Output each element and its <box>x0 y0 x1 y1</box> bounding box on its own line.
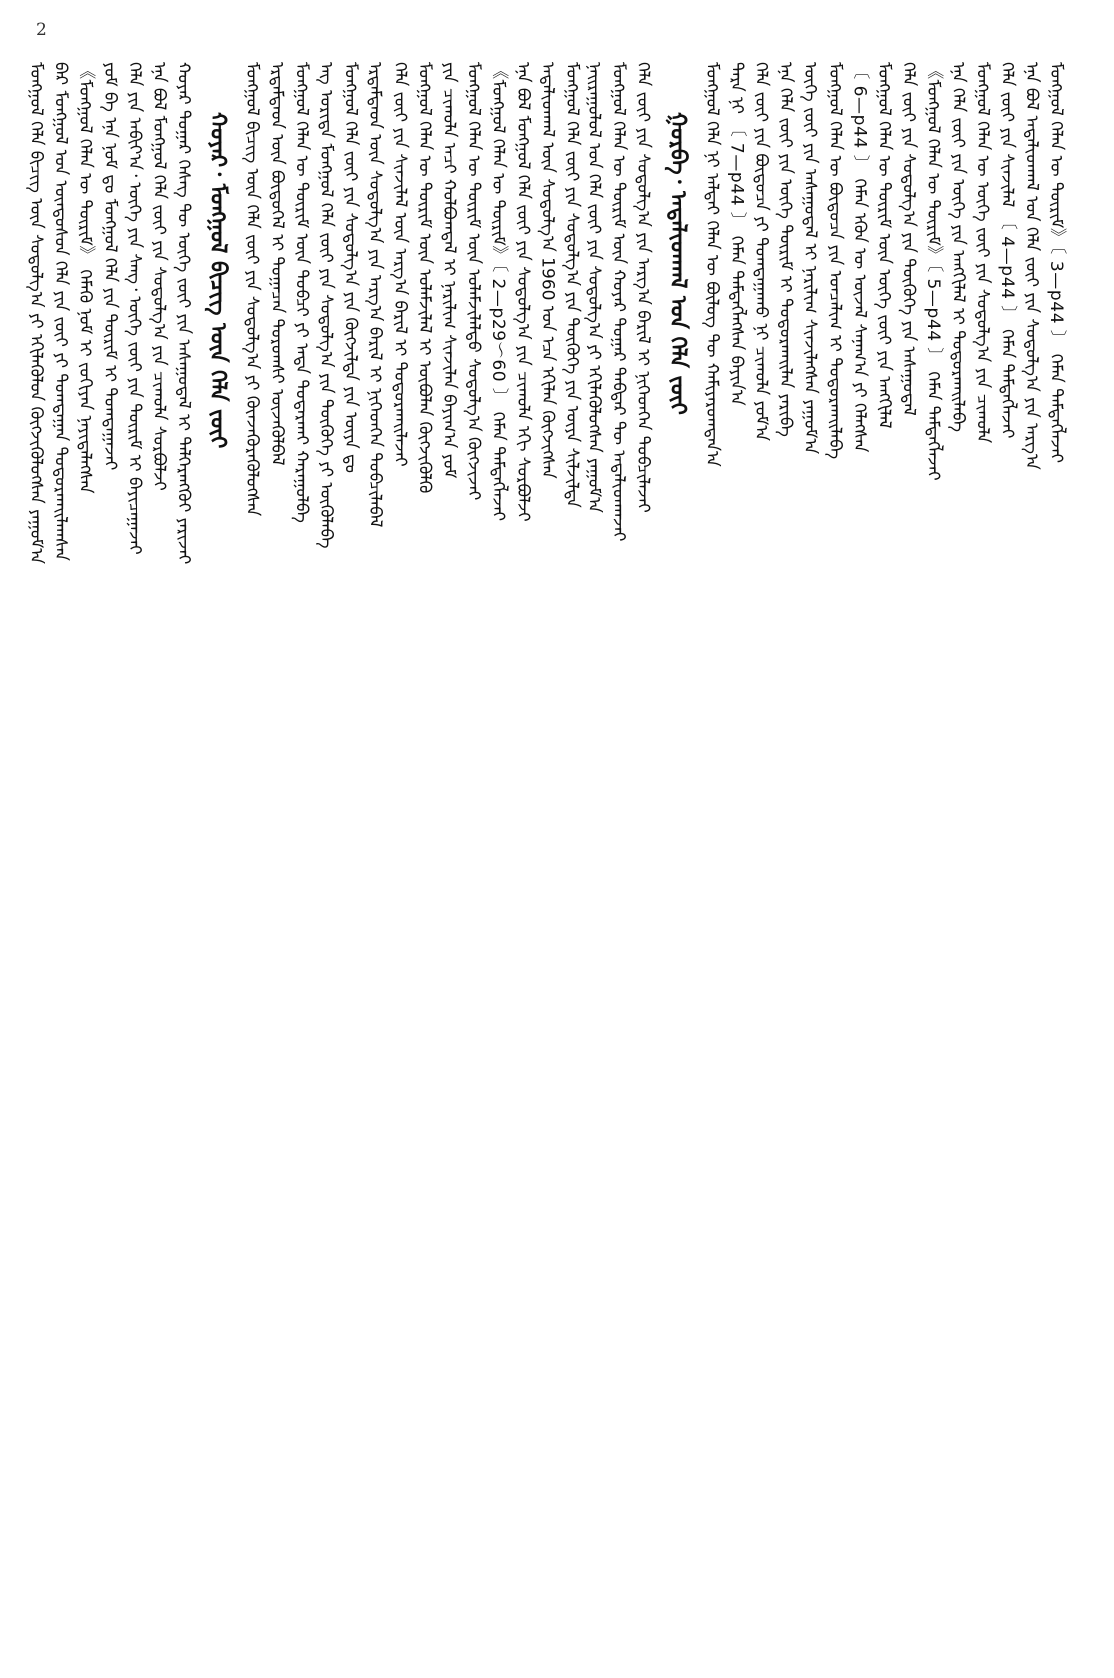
text-line: ᠡᠨᠡ ᠬᠡᠯᠡ ᠵᠦᠢ ᠶᠢᠨ ᠦᠭᠡ ᠶᠢᠨ ᠠᠩᠭᠢᠯᠠᠯ ᠢ ᠲᠣᠳᠣᠷᠬᠠᠢᠯᠠᠪᠠ <box>947 62 968 433</box>
text-line: ᠮᠣᠩᠭᠣᠯ ᠬᠡᠯᠡᠨ ᠦ ᠪᠦᠲᠦᠴᠡ ᠶᠢᠨ ᠣᠨᠴᠠᠯᠢᠭ ᠢ ᠲᠣᠳᠣᠷᠬᠠᠢᠯᠠᠪᠠ <box>824 62 845 460</box>
text-line: ᠮᠣᠩᠭᠣᠯ ᠬᠡᠯᠡᠨ ᠦ ᠳᠦᠷᠢᠮ ᠦᠨ ᠬᠣᠶᠠᠷ ᠳᠤᠭᠠᠷ ᠳᠡᠪᠲᠡᠷ ᠲᠦ ᠠᠳᠠᠯᠢᠳᠬᠠᠵᠠᠢ <box>608 62 629 542</box>
text-line: ᠡᠨᠡ ᠪᠣᠯ ᠮᠣᠩᠭᠣᠯ ᠬᠡᠯᠡ ᠵᠦᠢ ᠶᠢᠨ ᠰᠤᠳᠤᠯᠭ᠎ᠠ ᠶᠢᠨ ᠴᠢᠬᠤᠯᠠ ᠰᠤᠷᠪᠤᠯᠵᠢ <box>149 62 169 491</box>
text-line: ᠶᠤᠮ ᠪᠠ ᠡᠨᠡ ᠨᠣᠮ ᠳᠤ ᠮᠣᠩᠭᠣᠯ ᠬᠡᠯᠡ ᠶᠢᠨ ᠳᠦᠷᠢᠮ ᠢ ᠲᠣᠭᠲᠠᠭᠠᠵᠠᠢ <box>99 62 120 471</box>
text-line: ᠮᠣᠩᠭᠣᠯ ᠬᠡᠯᠡ ᠪᠢᠴᠢᠭ᠌ ᠦᠨ ᠰᠤᠳᠤᠯᠭ᠎ᠠ ᠶᠢ ᠡᠬᠢᠯᠡᠭᠦᠯᠦᠨ ᠬᠦᠭᠵᠢᠭᠦᠯᠦᠭᠰᠡᠨ ᠶᠠᠭᠤᠮ᠎ᠠ <box>26 62 46 564</box>
text-line: 〔 6—p44 〕 ᠬᠡᠮᠡᠨ ᠡᠭᠦᠨ ᠦ ᠦᠵᠡᠯ ᠰᠠᠨᠠᠭ᠎ᠠ ᠶᠢ ᠬᠡᠯᠡᠭᠰᠡᠨ <box>849 62 870 453</box>
text-line: ᠬᠡᠯᠡ ᠵᠦᠢ ᠶᠢᠨ ᠰᠢᠨᠵᠢᠯᠡᠯ ᠦᠨ ᠠᠷᠭ᠎ᠠ ᠪᠠᠷᠢᠯ ᠢ ᠲᠣᠳᠣᠷᠬᠠᠢᠯᠠᠵᠠᠢ <box>389 62 410 467</box>
text-line: ᠮᠣᠩᠭᠣᠯ ᠬᠡᠯᠡᠨ ᠦ ᠳᠦᠷᠢᠮ ᠦᠨ ᠤᠯᠠᠮᠵᠢᠯᠠᠯ ᠢ ᠥᠪᠦᠯᠡᠨ ᠬᠥᠭᠵᠢᠭᠦᠯᠬᠦ <box>414 62 435 494</box>
text-line: ᠬᠣᠶᠠᠷ ᠳᠤᠭᠠᠷ ᠬᠡᠰᠡᠭ ᠲᠦ ᠦᠭᠡ ᠵᠦᠢ ᠶᠢᠨ ᠠᠰᠠᠭᠤᠳᠠᠯ ᠢ ᠳᠡᠯᠭᠡᠷᠡᠩᠭᠦᠢ ᠶᠠᠷᠢᠵᠠᠢ <box>173 62 194 565</box>
right-text-column <box>580 62 1097 1668</box>
text-line: ᠮᠣᠩᠭᠣᠯ ᠬᠡᠯᠡᠨ ᠦ ᠳᠦᠷᠢᠮ ᠦᠨ ᠲᠣᠪᠴᠢ ᠶᠢ ᠡᠨᠳᠡ ᠲᠣᠲᠠᠷᠬᠠᠢ ᠬᠠᠷᠠᠭᠤᠯᠪᠠ <box>291 62 312 523</box>
text-line: 《ᠮᠣᠩᠭᠣᠯ ᠬᠡᠯᠡᠨ ᠦ ᠳᠦᠷᠢᠮ》〔 2—p29～60 〕 ᠬᠡᠮᠡᠨ ᠲᠡᠮᠳᠡᠭᠯᠡᠵᠡᠢ <box>488 62 509 522</box>
text-line: ᠮᠣᠩᠭᠣᠯ ᠬᠡᠯᠡ ᠨᠢ ᠠᠯᠲᠠᠢ ᠬᠡᠯᠡᠨ ᠦ ᠪᠦᠯᠦᠭ ᠲᠦ ᠬᠠᠮᠢᠶᠠᠷᠤᠭᠳᠠᠨ᠎ᠠ <box>701 62 722 467</box>
text-line: ᠮᠣᠩᠭᠣᠯ ᠬᠡᠯᠡᠨ ᠦ ᠳᠦᠷᠢᠮ ᠦᠨ ᠦᠭᠡ ᠵᠦᠢ ᠶᠢᠨ ᠠᠩᠭᠢᠯᠠᠯ <box>874 62 894 429</box>
text-line: 《ᠮᠣᠩᠭᠣᠯ ᠬᠡᠯᠡᠨ ᠦ ᠳᠦᠷᠢᠮ》〔 5—p44 〕 ᠬᠡᠮᠡᠨ ᠲᠡᠮᠳᠡᠭᠯᠡᠵᠡᠢ <box>923 62 944 481</box>
text-line: ᠬᠡᠯᠡ ᠵᠦᠢ ᠶᠢᠨ ᠰᠤᠳᠤᠯᠭ᠎ᠠ ᠶᠢᠨ ᠲᠦᠭᠦᠬᠡ ᠶᠢᠨ ᠠᠰᠠᠭᠤᠳᠠᠯ <box>898 62 919 416</box>
text-line: ᠡᠨᠡ ᠬᠡᠯᠡ ᠵᠦᠢ ᠶᠢᠨ ᠦᠭᠡ ᠳᠦᠷᠢᠮ ᠢ ᠲᠣᠳᠣᠷᠬᠠᠢᠯᠠᠨ ᠶᠠᠷᠢᠪᠠ <box>775 62 796 437</box>
text-line: 《ᠮᠣᠩᠭᠣᠯ ᠬᠡᠯᠡᠨ ᠦ ᠳᠦᠷᠢᠮ》 ᠬᠡᠮᠡᠬᠦ ᠨᠣᠮ ᠢ ᠵᠣᠬᠢᠶᠠᠨ ᠨᠡᠶᠢᠲᠡᠯᠡᠭᠰᠡᠨ <box>75 62 96 494</box>
text-line: ᠮᠣᠩᠭᠣᠯ ᠬᠡᠯᠡ ᠵᠦᠢ ᠶᠢᠨ ᠰᠤᠳᠤᠯᠭ᠎ᠠ ᠶᠢᠨ ᠲᠦᠭᠦᠬᠡ ᠶᠢᠨ ᠦᠶᠡ ᠰᠢᠯᠵᠢᠯᠲᠡ <box>562 62 582 508</box>
section-heading: ᠭᠤᠷᠪᠠ᠂ ᠠᠳᠠᠯᠢᠳᠬᠠᠯ ᠤᠨ ᠬᠡᠯᠡ ᠵᠦᠢ <box>664 112 690 415</box>
text-line: ᠮᠣᠩᠭᠣᠯ ᠬᠡᠯᠡ ᠵᠦᠢ ᠶᠢᠨ ᠰᠤᠳᠤᠯᠭ᠎ᠠ ᠶᠢᠨ ᠬᠥᠭᠵᠢᠯᠲᠡ ᠶᠢᠨ ᠦᠶᠡ ᠳᠤ <box>340 62 361 473</box>
text-line: ᠬᠡᠯᠡ ᠵᠦᠢ ᠶᠢᠨ ᠰᠤᠳᠤᠯᠭ᠎ᠠ ᠶᠢᠨ ᠠᠷᠭ᠎ᠠ ᠪᠠᠷᠢᠯ ᠢ ᠨᠢᠭᠡᠳᠭᠡᠨ ᠲᠣᠪᠴᠢᠯᠠᠵᠠᠢ <box>633 62 654 513</box>
text-line: ᠬᠡᠯᠡ ᠵᠦᠢ ᠶᠢᠨ ᠪᠦᠲᠦᠴᠡ ᠶᠢ ᠲᠣᠭᠲᠠᠭᠠᠬᠤ ᠨᠢ ᠴᠢᠬᠤᠯᠠ ᠶᠤᠮ᠎ᠠ <box>751 62 771 441</box>
text-line: ᠡᠨᠡ ᠪᠣᠯ ᠮᠣᠩᠭᠣᠯ ᠬᠡᠯᠡ ᠵᠦᠢ ᠶᠢᠨ ᠰᠤᠳᠤᠯᠭ᠎ᠠ ᠶᠢᠨ ᠴᠢᠬᠤᠯᠠ ᠡᠬᠢ ᠰᠤᠷᠪᠤᠯᠵᠢ <box>512 62 533 522</box>
text-line: ᠡᠷᠳᠡᠮᠲᠡᠳ ᠦᠨ ᠰᠤᠳᠤᠯᠭ᠎ᠠ ᠶᠢᠨ ᠠᠷᠭ᠎ᠠ ᠪᠠᠷᠢᠯ ᠢ ᠨᠢᠭᠡᠳᠭᠡᠨ ᠲᠣᠪᠴᠢᠯᠠᠪᠠᠯ <box>365 62 386 528</box>
section-heading: ᠬᠣᠶᠠᠷ᠂ ᠮᠣᠩᠭᠣᠯ ᠪᠢᠴᠢᠭ᠌ ᠦᠨ ᠬᠡᠯᠡ ᠵᠦᠢ <box>205 112 231 449</box>
text-line: ᠮᠣᠩᠭᠣᠯ ᠪᠢᠴᠢᠭ᠌ ᠦᠨ ᠬᠡᠯᠡ ᠵᠦᠢ ᠶᠢᠨ ᠰᠤᠳᠤᠯᠭ᠎ᠠ ᠶᠢ ᠭᠦᠨᠵᠡᠭᠦᠷᠡᠭᠦᠯᠦᠭᠰᠡᠨ <box>242 62 263 517</box>
text-line: ᠮᠣᠩᠭᠣᠯ ᠬᠡᠯᠡᠨ ᠦ ᠳᠦᠷᠢᠮ ᠦᠨ ᠤᠯᠠᠮᠵᠢᠯᠠᠯᠲᠤ ᠰᠤᠳᠤᠯᠭ᠎ᠠ ᠬᠦᠭᠵᠢᠵᠡᠢ <box>463 62 484 501</box>
text-line: ᠲᠡᠷᠡ ᠨᠢ 〔 7—p44 〕 ᠬᠡᠮᠡᠨ ᠲᠡᠮᠳᠡᠭᠯᠡᠭᠰᠡᠨ ᠪᠠᠶᠢᠨ᠎ᠠ <box>726 62 747 406</box>
text-line: ᠦᠭᠡ ᠵᠦᠢ ᠶᠢᠨ ᠠᠰᠠᠭᠤᠳᠠᠯ ᠢ ᠨᠠᠷᠢᠯᠢᠭ ᠰᠢᠨᠵᠢᠯᠡᠭᠰᠡᠨ ᠶᠠᠭᠤᠮ᠎ᠠ <box>800 62 821 455</box>
text-line: ᠬᠡᠯᠡ ᠶᠢᠨ ᠠᠪᠢᠶ᠎ᠠ᠂ ᠦᠭᠡ ᠶᠢᠨ ᠰᠠᠩ᠂ ᠦᠭᠡ ᠵᠦᠢ ᠶᠢᠨ ᠳᠦᠷᠢᠮ ᠢ ᠪᠠᠶᠢᠴᠠᠭᠠᠵᠠᠢ <box>124 62 145 555</box>
left-text-column <box>22 62 582 1668</box>
text-line: ᠨᠠᠢᠷᠠᠭᠤᠯᠤᠯ ᠤᠨ ᠬᠡᠯᠡ ᠵᠦᠢ ᠶᠢᠨ ᠰᠤᠳᠤᠯᠭ᠎ᠠ ᠶᠢ ᠡᠬᠢᠯᠡᠭᠦᠯᠦᠭᠰᠡᠨ ᠶᠠᠭᠤᠮ᠎ᠠ <box>584 62 604 513</box>
text-line: ᠪᠡᠷ ᠮᠣᠩᠭᠣᠯ ᠤᠨ ᠦᠨᠳᠦᠰᠦᠨ ᠬᠡᠯᠡ ᠶᠢᠨ ᠵᠦᠢ ᠶᠢ ᠲᠣᠭᠲᠠᠭᠠᠨ ᠲᠣᠳᠤᠷᠬᠠᠢᠯᠠᠭᠰᠠᠨ <box>50 62 71 561</box>
text-line: ᠬᠡᠯᠡ ᠵᠦᠢ ᠶᠢᠨ ᠰᠢᠨᠵᠢᠯᠡᠯ 〔 4—p44 〕 ᠬᠡᠮᠡᠨ ᠲᠡᠮᠳᠡᠭᠯᠡᠵᠡᠢ <box>997 62 1017 439</box>
text-line: ᠠᠳᠠᠯᠢᠳᠬᠠᠯ ᠦᠨ ᠰᠤᠳᠤᠯᠭ᠎ᠠ 1960 ᠣᠨ ᠡᠴᠡ ᠡᠬᠢᠯᠡᠨ ᠬᠥᠭᠵᠢᠭᠰᠡᠨ <box>537 62 558 479</box>
text-line: ᠮᠣᠩᠭᠣᠯ ᠬᠡᠯᠡᠨ ᠦ ᠳᠦᠷᠢᠮ》〔 3—p44 〕 ᠬᠡᠮᠡᠨ ᠲᠡᠮᠳᠡᠭᠯᠡᠵᠡᠢ <box>1046 62 1067 463</box>
text-line: ᠮᠣᠩᠭᠣᠯ ᠬᠡᠯᠡᠨ ᠦ ᠦᠭᠡ ᠵᠦᠢ ᠶᠢᠨ ᠰᠤᠳᠤᠯᠭ᠎ᠠ ᠶᠢᠨ ᠴᠢᠬᠤᠯᠠ <box>972 62 993 444</box>
text-line: ᠡᠩ ᠤᠷᠢᠳᠠ ᠮᠣᠩᠭᠣᠯ ᠬᠡᠯᠡ ᠵᠦᠢ ᠶᠢᠨ ᠰᠤᠳᠤᠯᠭ᠎ᠠ ᠶᠢᠨ ᠲᠦᠭᠦᠬᠡ ᠶᠢ ᠥᠭᠦᠯᠡᠪᠡ <box>316 62 336 549</box>
text-line: ᠡᠨᠡ ᠪᠣᠯ ᠠᠳᠠᠯᠢᠳᠬᠠᠯ ᠤᠨ ᠬᠡᠯᠡ ᠵᠦᠢ ᠶᠢᠨ ᠰᠤᠳᠤᠯᠭ᠎ᠠ ᠶᠢᠨ ᠠᠷᠭ᠎ᠠ <box>1021 62 1042 470</box>
page-number: 2 <box>36 20 47 40</box>
text-line: ᠶᠢᠨ ᠴᠢᠬᠤᠯᠠ ᠠᠴᠢ ᠬᠣᠯᠪᠣᠭᠳᠠᠯ ᠢ ᠨᠠᠷᠢᠯᠢᠭ ᠰᠢᠨᠵᠢᠯᠡᠨ ᠪᠠᠶᠢᠭ᠎ᠠ ᠶᠤᠮ <box>439 62 459 479</box>
text-line: ᠡᠷᠳᠡᠮᠲᠡᠳ ᠦᠨ ᠪᠦᠲᠦᠭᠡᠯ ᠢ ᠲᠣᠭᠠᠴᠠᠨ ᠳᠣᠷᠤᠭᠰᠢ ᠦᠵᠡᠭᠦᠯᠪᠡᠯ <box>266 62 287 466</box>
